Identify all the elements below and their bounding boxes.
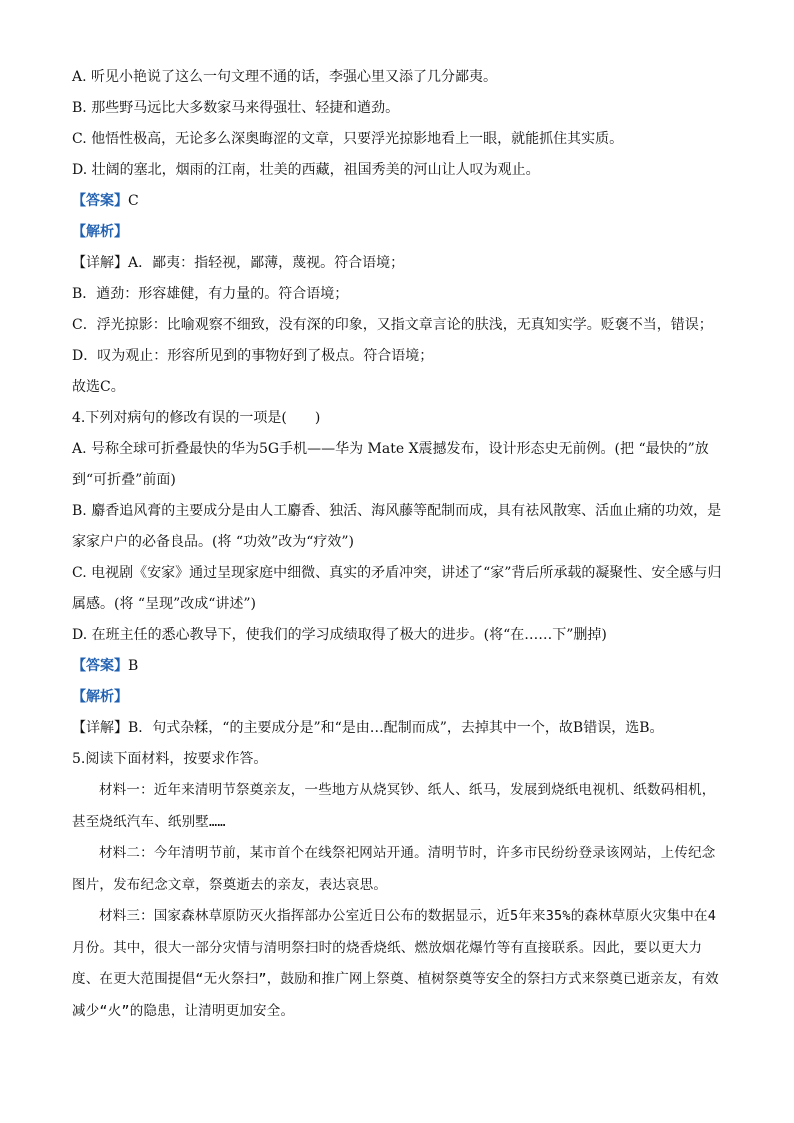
q4-option-a: A. 号称全球可折叠最快的华为5G手机——华为 Mate X震撼发布，设计形态史无前例。(把 “最快的”放到“可折叠”前面) <box>72 441 709 488</box>
q3-analysis <box>72 217 724 248</box>
answer-tag: 【答案】 <box>72 658 128 674</box>
q4-analysis <box>72 682 724 713</box>
q3-option-c: C. 他悟性极高，无论多么深奥晦涩的文章，只要浮光掠影地看上一眼，就能抓住其实质。 <box>72 131 624 147</box>
analysis-tag: 【解析】 <box>72 689 128 705</box>
q4-option-c: C. 电视剧《安家》通过呈现家庭中细微、真实的矛盾冲突，讲述了“家”背后所承载的凝聚性、安全感与归属感。(将 “呈现”改成“讲述”) <box>72 565 722 612</box>
answer-value: C <box>128 193 139 209</box>
q3-option-d: D. 壮阔的塞北，烟雨的江南，壮美的西藏，祖国秀美的河山让人叹为观止。 <box>72 162 540 178</box>
q4-stem: 4.下列对病句的修改有误的一项是( ) <box>72 410 321 426</box>
q3-detail-a <box>72 248 724 279</box>
q3-conclusion: 故选C。 <box>72 379 125 395</box>
document-page <box>72 62 724 1027</box>
analysis-tag: 【解析】 <box>72 224 128 240</box>
detail-text: A．鄙夷：指轻视，鄙薄，蔑视。符合语境； <box>128 255 405 271</box>
q3-detail-c: C．浮光掠影：比喻观察不细致，没有深的印象，又指文章言论的肤浅，无真知实学。贬褒不当，错误； <box>72 317 713 333</box>
q4-option-b: B. 麝香追风膏的主要成分是由人工麝香、独活、海风藤等配制而成，具有祛风散寒、活血止痛的功效，是家家户户的必备良品。(将 “功效”改为“疗效”) <box>72 503 722 550</box>
q4-option-d: D. 在班主任的悉心教导下，使我们的学习成绩取得了极大的进步。(将“在……下”删掉) <box>72 627 607 643</box>
q4-detail <box>72 713 724 744</box>
q5-material-2: 材料二：今年清明节前，某市首个在线祭祀网站开通。清明节时，许多市民纷纷登录该网站，上传纪念图片，发布纪念文章，祭奠逝去的亲友，表达哀思。 <box>72 845 716 893</box>
answer-tag: 【答案】 <box>72 193 128 209</box>
q5-material-1: 材料一：近年来清明节祭奠亲友，一些地方从烧冥钞、纸人、纸马，发展到烧纸电视机、纸数码相机，甚至烧纸汽车、纸别墅…… <box>72 782 716 830</box>
q3-detail-d: D．叹为观止：形容所见到的事物好到了极点。符合语境； <box>72 348 434 364</box>
q5-material-3: 材料三：国家森林草原防灭火指挥部办公室近日公布的数据显示，近5年来35%的森林草原火灾集中在4月份。其中，很大一部分灾情与清明祭扫时的烧香烧纸、燃放烟花爆竹等有直接联系。因此，要以更大力度、在更大范围提倡“无火祭扫”，鼓励和推广网上祭奠、植树祭奠等安全的祭扫方式来祭奠已逝亲友，有效减少“火”的隐患，让清明更加安全。 <box>72 908 719 1019</box>
detail-tag: 【详解】 <box>72 255 128 271</box>
q3-answer <box>72 186 724 217</box>
answer-value: B <box>128 658 139 674</box>
q3-option-a: A. 听见小艳说了这么一句文理不通的话，李强心里又添了几分鄙夷。 <box>72 69 498 85</box>
q4-answer <box>72 651 724 682</box>
q5-stem: 5.阅读下面材料，按要求作答。 <box>72 751 268 767</box>
detail-tag: 【详解】 <box>72 720 128 736</box>
q3-detail-b: B．遒劲：形容雄健，有力量的。符合语境； <box>72 286 349 302</box>
q3-option-b: B. 那些野马远比大多数家马来得强壮、轻捷和遒劲。 <box>72 100 400 116</box>
detail-text: B．句式杂糅，“的主要成分是”和“是由…配制而成”，去掉其中一个，故B错误，选B。 <box>128 720 664 736</box>
